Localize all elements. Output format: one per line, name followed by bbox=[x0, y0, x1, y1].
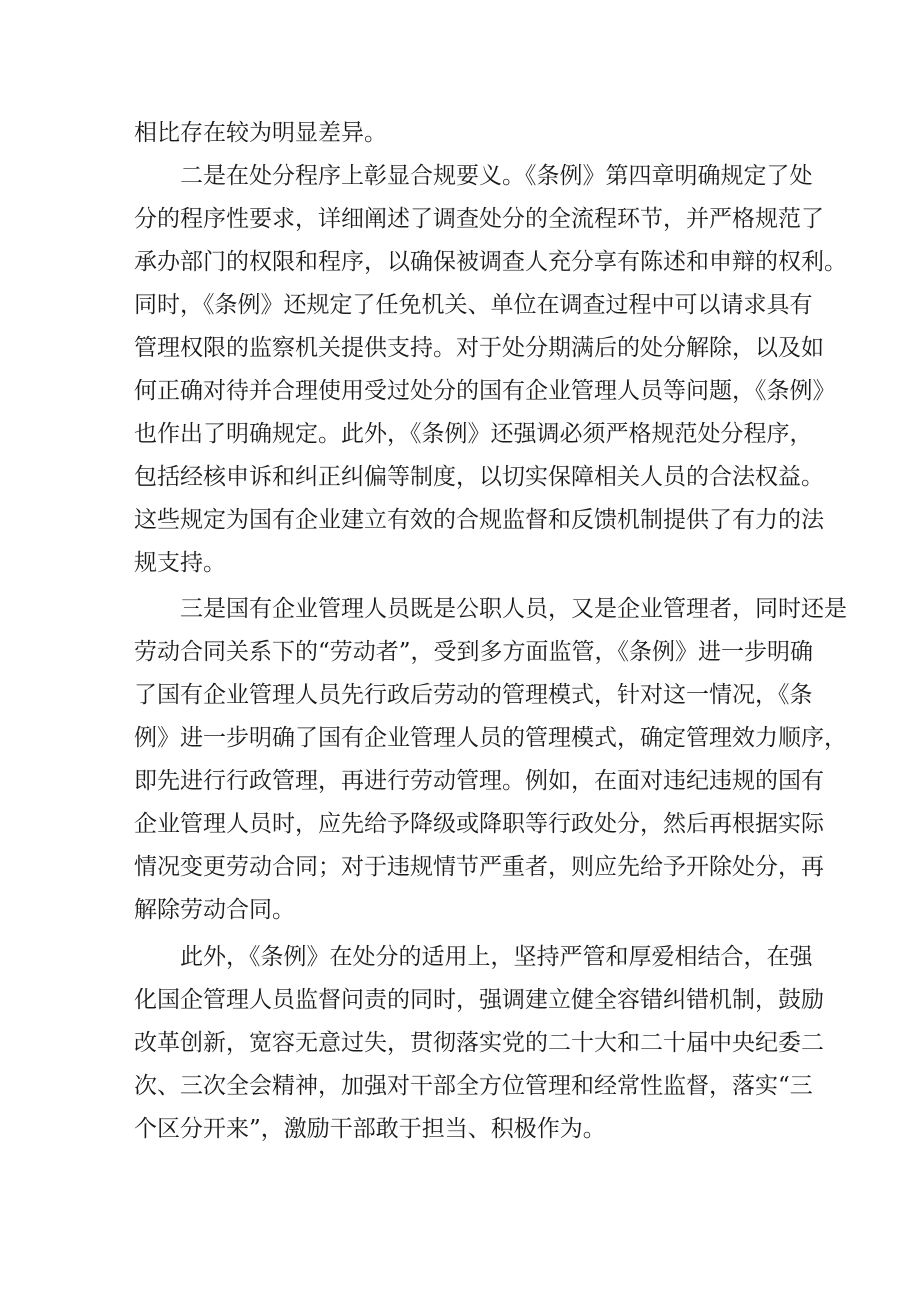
text-line: 二是在处分程序上彰显合规要义。《条例》第四章明确规定了处 bbox=[180, 163, 813, 189]
text-line: 分的程序性要求，详细阐述了调查处分的全流程环节，并严格规范了 bbox=[134, 206, 824, 232]
text-line: 了国有企业管理人员先行政后劳动的管理模式，针对这一情况，《条 bbox=[134, 682, 813, 708]
text-line: 规支持。 bbox=[134, 550, 226, 576]
text-line: 包括经核申诉和纠正纠偏等制度，以切实保障相关人员的合法权益。 bbox=[134, 464, 824, 490]
text-line: 同时，《条例》还规定了任免机关、单位在调查过程中可以请求具有 bbox=[134, 292, 813, 318]
continuation-line bbox=[134, 112, 794, 155]
paragraph-strict-and-care bbox=[134, 936, 824, 1151]
text-line: 次、三次全会精神，加强对干部全方位管理和经常性监督，落实“三 bbox=[134, 1073, 813, 1099]
text-line: 三是国有企业管理人员既是公职人员，又是企业管理者，同时还是 bbox=[180, 596, 847, 622]
text-line: 管理权限的监察机关提供支持。对于处分期满后的处分解除，以及如 bbox=[134, 335, 824, 361]
text-line: 个区分开来”，激励干部敢于担当、积极作为。 bbox=[134, 1116, 606, 1142]
text-line: 劳动合同关系下的“劳动者”，受到多方面监管，《条例》进一步明确 bbox=[134, 639, 814, 665]
text-line: 这些规定为国有企业建立有效的合规监督和反馈机制提供了有力的法 bbox=[134, 507, 824, 533]
text-line: 企业管理人员时，应先给予降级或降职等行政处分，然后再根据实际 bbox=[134, 811, 824, 837]
text-line: 何正确对待并合理使用受过处分的国有企业管理人员等问题，《条例》 bbox=[134, 378, 836, 404]
text-line: 即先进行行政管理，再进行劳动管理。例如，在面对违纪违规的国有 bbox=[134, 768, 824, 794]
text-line: 情况变更劳动合同；对于违规情节严重者，则应先给予开除处分，再 bbox=[134, 854, 824, 880]
text-line: 改革创新，宽容无意过失，贯彻落实党的二十大和二十届中央纪委二 bbox=[134, 1030, 824, 1056]
paragraph-procedure bbox=[134, 155, 847, 585]
text-line: 承办部门的权限和程序，以确保被调查人充分享有陈述和申辩的权利。 bbox=[134, 249, 847, 275]
text-line: 此外，《条例》在处分的适用上，坚持严管和厚爱相结合，在强 bbox=[180, 944, 813, 970]
text-line: 相比存在较为明显差异。 bbox=[134, 120, 387, 146]
paragraph-management-mode bbox=[134, 588, 847, 932]
text-line: 解除劳动合同。 bbox=[134, 897, 295, 923]
text-line: 化国企管理人员监督问责的同时，强调建立健全容错纠错机制，鼓励 bbox=[134, 987, 824, 1013]
text-line: 也作出了明确规定。此外，《条例》还强调必须严格规范处分程序， bbox=[134, 421, 813, 447]
text-line: 例》进一步明确了国有企业管理人员的管理模式，确定管理效力顺序， bbox=[134, 725, 847, 751]
